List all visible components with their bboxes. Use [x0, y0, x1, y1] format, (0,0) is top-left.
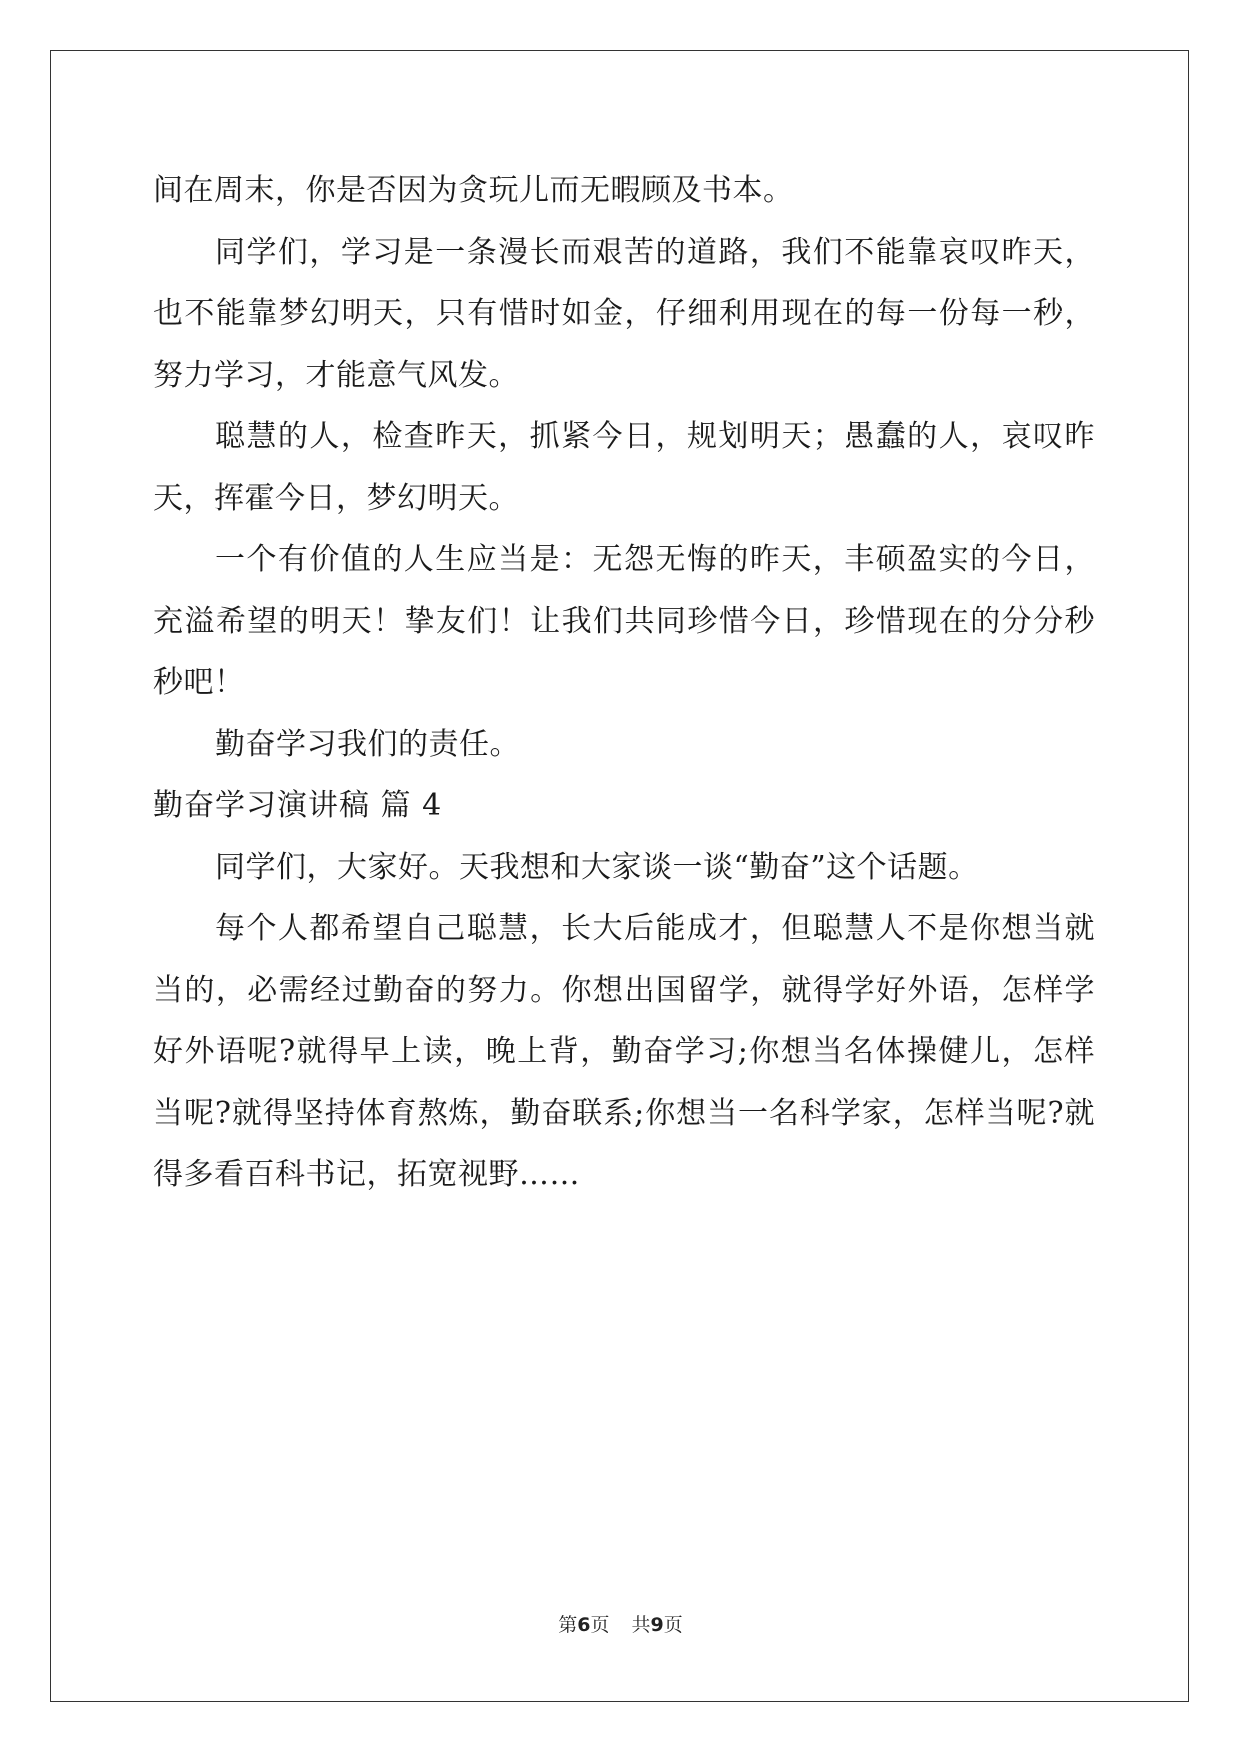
text-line: 同学们，学习是一条漫长而艰苦的道路，我们不能靠哀叹昨天， — [215, 234, 1095, 270]
text-line: 充溢希望的明天！挚友们！让我们共同珍惜今日，珍惜现在的分分秒 — [153, 603, 1095, 639]
document-body — [153, 160, 1095, 1206]
text-line: 间在周末，你是否因为贪玩儿而无暇顾及书本。 — [153, 173, 794, 208]
text-line: 聪慧的人，检查昨天，抓紧今日，规划明天；愚蠢的人，哀叹昨 — [215, 419, 1095, 454]
page-prefix: 第 — [558, 1614, 578, 1636]
text-line: 勤奋学习我们的责任。 — [215, 726, 520, 762]
text-line: 一个有价值的人生应当是：无怨无悔的昨天，丰硕盈实的今日， — [215, 542, 1095, 577]
text-line: 努力学习，才能意气风发。 — [153, 357, 519, 393]
page-suffix: 页 — [590, 1614, 610, 1636]
text-line: 当的，必需经过勤奋的努力。你想出国留学，就得学好外语，怎样学 — [153, 972, 1095, 1008]
total-suffix: 页 — [663, 1614, 683, 1636]
total-prefix: 共 — [631, 1614, 651, 1636]
page-number: 6 — [577, 1614, 591, 1636]
text-line: 天，挥霍今日，梦幻明天。 — [153, 480, 519, 516]
text-line: 当呢?就得坚持体育熬炼，勤奋联系;你想当一名科学家，怎样当呢?就 — [153, 1095, 1095, 1131]
text-line: 每个人都希望自己聪慧，长大后能成才，但聪慧人不是你想当就 — [215, 911, 1095, 946]
section-heading: 勤奋学习演讲稿 篇 4 — [153, 788, 443, 823]
text-line: 好外语呢?就得早上读，晚上背，勤奋学习;你想当名体操健儿，怎样 — [153, 1034, 1095, 1069]
text-line: 得多看百科书记，拓宽视野…… — [153, 1157, 580, 1192]
text-line: 同学们，大家好。天我想和大家谈一谈“勤奋”这个话题。 — [215, 849, 979, 885]
text-line: 也不能靠梦幻明天，只有惜时如金，仔细利用现在的每一份每一秒， — [153, 296, 1095, 331]
text-line: 秒吧！ — [153, 665, 245, 700]
total-pages: 9 — [650, 1614, 664, 1636]
page-footer — [0, 1610, 1241, 1637]
